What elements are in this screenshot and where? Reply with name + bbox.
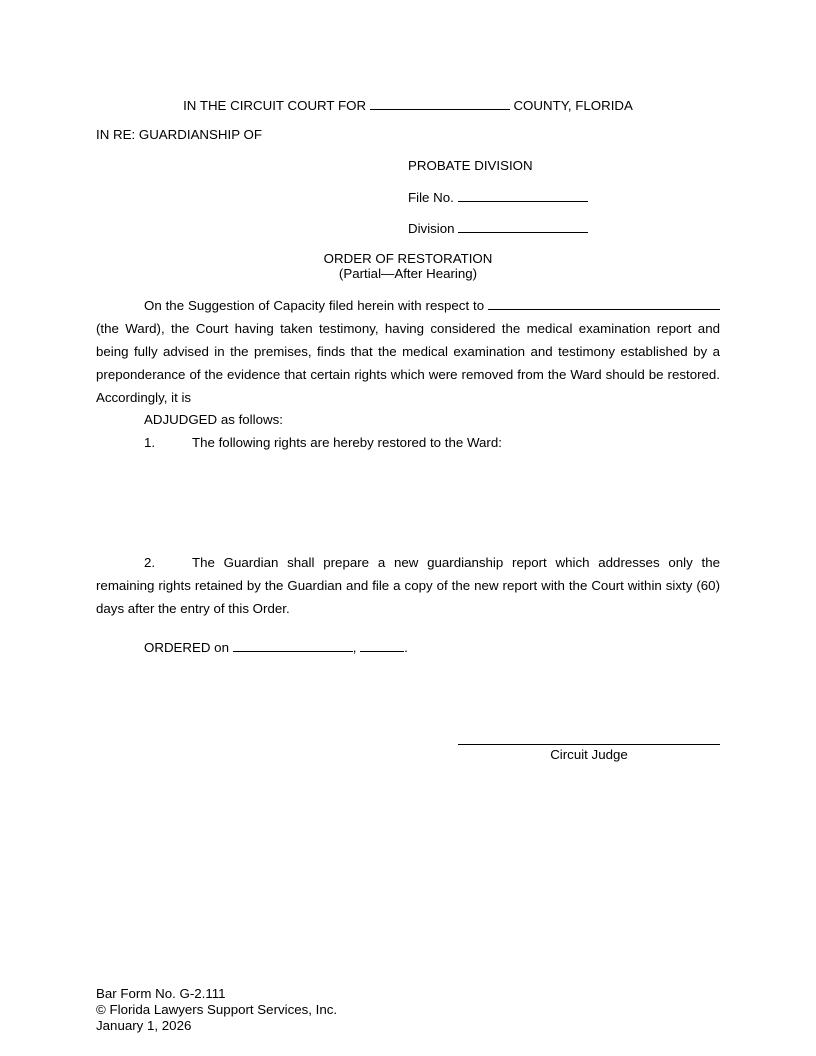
ordered-year-blank[interactable] <box>360 639 404 652</box>
file-no-line <box>408 189 588 206</box>
county-blank[interactable] <box>370 97 510 110</box>
item-2-number: 2. <box>144 555 156 570</box>
file-no-label: File No. <box>408 190 454 205</box>
court-prefix: IN THE CIRCUIT COURT FOR <box>183 98 367 113</box>
judge-signature-line[interactable] <box>458 744 720 745</box>
ward-name-blank[interactable] <box>488 297 720 310</box>
para1-rest: (the Ward), the Court having taken testimony, having considered the medical examination report and being fully advised in the premises, finds that the medical examination and testimony established by a preponderance of the evidence that certain rights which were removed from the Ward should be restored. Accordingly, it is <box>96 321 720 405</box>
order-title: ORDER OF RESTORATION <box>323 251 493 266</box>
footer-form-no: Bar Form No. G-2.111 <box>96 986 226 1001</box>
in-re-caption: IN RE: GUARDIANSHIP OF <box>96 127 262 142</box>
file-no-blank[interactable] <box>458 189 588 202</box>
item-2 <box>96 551 720 620</box>
court-header <box>0 97 816 114</box>
adjudged-heading: ADJUDGED as follows: <box>144 412 283 427</box>
judge-signature-label: Circuit Judge <box>550 747 628 762</box>
footer-copyright: © Florida Lawyers Support Services, Inc. <box>96 1002 338 1017</box>
para1-start: On the Suggestion of Capacity filed herein with respect to <box>144 298 485 313</box>
item-1 <box>144 435 502 451</box>
findings-paragraph <box>96 294 720 409</box>
probate-division: PROBATE DIVISION <box>408 158 533 173</box>
footer-date: January 1, 2026 <box>96 1018 192 1033</box>
item-1-number: 1. <box>144 435 156 450</box>
item-2-number-wrap <box>96 555 192 570</box>
order-subtitle: (Partial—After Hearing) <box>338 266 478 281</box>
item-2-text: The Guardian shall prepare a new guardianship report which addresses only the remaining rights retained by the Guardian and file a copy of the new report with the Court within sixty (60) days after the entry of this Order. <box>96 555 720 616</box>
ordered-date-blank[interactable] <box>233 639 353 652</box>
division-line <box>408 220 588 237</box>
division-label: Division <box>408 221 455 236</box>
ordered-label: ORDERED on <box>144 640 229 655</box>
ordered-line: ORDERED on , . <box>144 640 408 655</box>
court-suffix: COUNTY, FLORIDA <box>513 98 633 113</box>
division-blank[interactable] <box>458 220 588 233</box>
item-1-text: The following rights are hereby restored to the Ward: <box>192 435 502 450</box>
form-footer <box>96 986 337 1034</box>
